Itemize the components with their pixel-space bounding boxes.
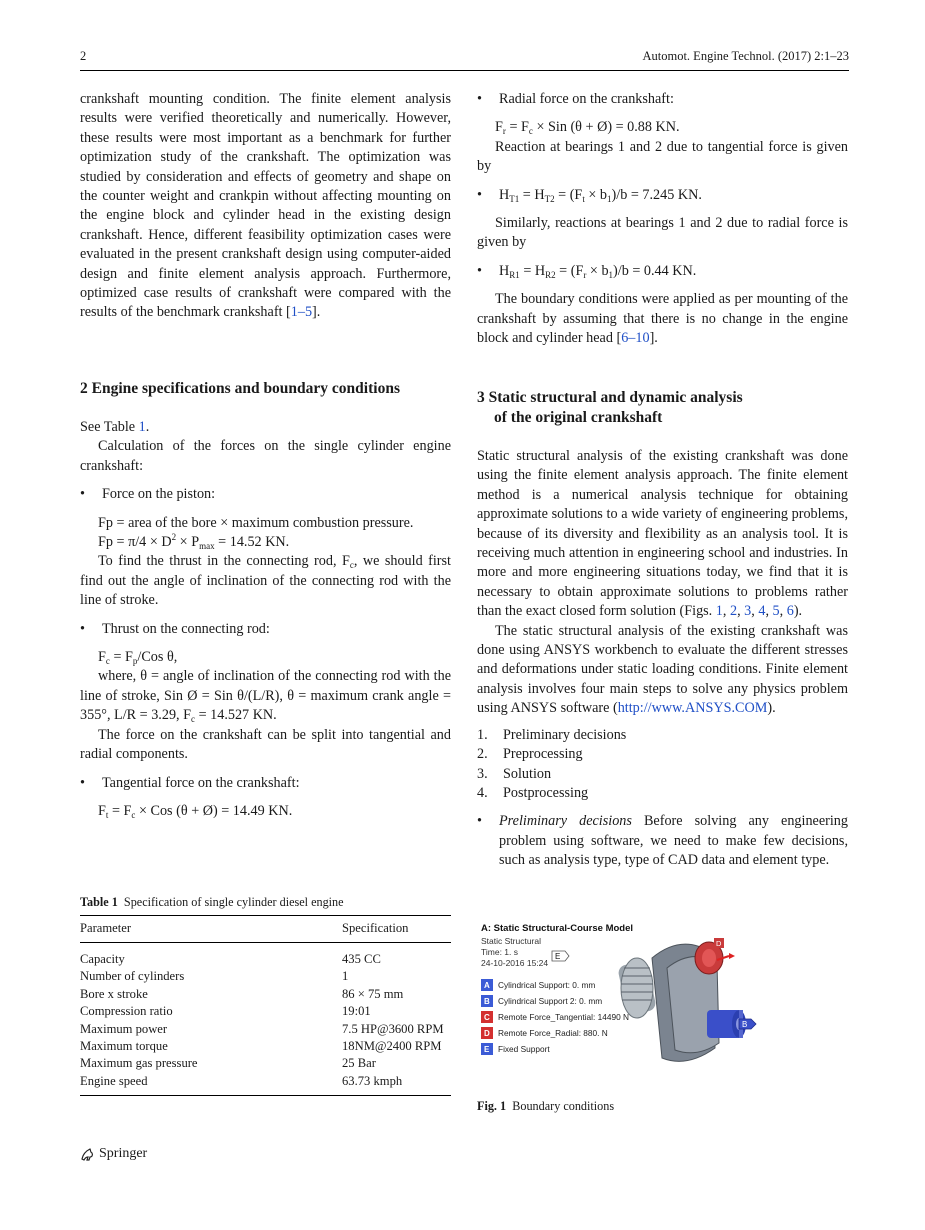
split-paragraph: The force on the crankshaft can be split into tangential and radial components. [80, 726, 451, 763]
calc-paragraph: Calculation of the forces on the single cylinder engine crankshaft: [80, 438, 451, 474]
step-number: 1. [477, 726, 488, 743]
figure-ref-link[interactable]: 6 [786, 603, 794, 620]
figure-legend [481, 979, 629, 1055]
step-label: Postprocessing [503, 784, 589, 801]
table-cell-specification: 435 CC [342, 952, 381, 966]
table-cell-parameter: Engine speed [80, 1073, 148, 1088]
table-cell-parameter: Capacity [80, 952, 125, 966]
table-row [80, 986, 451, 1003]
fp-equation-2: $Fp = \pi/4 \times D^2 \times P_{max} = 14.52$ KN. [98, 532, 290, 552]
bullet-tangential: • Tangential force on the crankshaft: [80, 774, 451, 793]
tag-e [552, 951, 569, 961]
figure-ref-link[interactable]: 3 [744, 603, 752, 620]
header-rule [80, 70, 849, 71]
fc-equation: $F_c = F_p/Cos$ θ, [98, 649, 178, 667]
table-row [80, 1038, 451, 1055]
crankshaft-image [617, 942, 746, 1061]
section-2-heading: 2 Engine specifications and boundary conditions [80, 380, 400, 397]
tag-b [739, 1019, 756, 1029]
reaction-tangential: Reaction at bearings 1 and 2 due to tangential force is given by [477, 138, 848, 175]
figure-date: 24-10-2016 15:24 [481, 958, 549, 968]
table-cell-specification: 19:01 [342, 1004, 371, 1019]
legend-label: Cylindrical Support: 0. mm [498, 980, 596, 990]
table-cell-parameter: Compression ratio [80, 1004, 173, 1019]
legend-item [481, 995, 602, 1007]
table-row [80, 1055, 451, 1072]
steps-list [477, 726, 848, 804]
bullet-radial: • Radial force on the crankshaft: [477, 90, 848, 109]
table-cell-specification: 63.73 kmph [342, 1073, 403, 1088]
step-item [477, 784, 848, 803]
step-number: 4. [477, 784, 488, 801]
legend-item [481, 1011, 629, 1023]
step-label: Preliminary decisions [503, 726, 627, 743]
hr-equation: • $H_{R1} = H_{R2} = (F_r \times b_1)/b = 0.44$ KN. [477, 262, 848, 281]
svg-text:B: B [742, 1020, 748, 1029]
svg-text:D: D [716, 939, 722, 948]
step-item [477, 745, 848, 764]
table-cell-specification: 1 [342, 969, 349, 984]
table-row [80, 1020, 451, 1037]
table-row [80, 968, 451, 985]
bullet-piston: • Force on the piston: [80, 485, 451, 504]
figure-boundary-conditions [477, 918, 748, 1086]
table-cell-parameter: Bore x stroke [80, 986, 148, 1001]
figure-ref-link[interactable]: 2 [729, 603, 738, 620]
tag-d [714, 938, 724, 948]
legend-item [481, 1027, 608, 1039]
table-row [80, 1003, 451, 1020]
step-item [477, 726, 848, 745]
section-3-heading-line1: 3 Static structural and dynamic analysis [477, 389, 743, 406]
table-cell-parameter: Maximum power [80, 1021, 168, 1036]
section-3-heading-line2: of the original crankshaft [494, 408, 663, 426]
figure-ref-link[interactable]: 1 [715, 603, 723, 620]
ft-equation: $F_t = F_c$ × Cos (θ + Ø) = 14.49 KN. [98, 802, 293, 820]
see-table: See Table 1. [80, 419, 150, 435]
publisher-name: Springer [99, 1146, 148, 1161]
figure-ref-link[interactable]: 4 [758, 603, 766, 620]
publisher-footer [80, 1146, 147, 1162]
table-header-parameter: Parameter [80, 921, 132, 935]
ht-equation: • $H_{T1} = H_{T2} = (F_t \times b_1)/b = 7.245$ KN. [477, 186, 848, 205]
table-caption: Table 1 Specification of single cylinder diesel engine [80, 895, 344, 909]
table-ref-link[interactable]: 1 [138, 419, 146, 435]
table-cell-specification: 25 Bar [342, 1056, 376, 1071]
bullet-preliminary: • Preliminary decisions Before solving any engineering problem using software, we need to make few decisions, such as analysis type, type of CAD data and element type. [477, 812, 848, 870]
step-number: 2. [477, 746, 488, 763]
section-2-body [80, 418, 451, 821]
where-paragraph: where, θ = angle of inclination of the connecting rod with the line of stroke, Sin Ø = Sin θ/(L/R), θ = maximum crank angle = 355°, L/R = 3.29, $F_c = 14.527$ KN. [80, 668, 451, 725]
step-item [477, 765, 848, 784]
journal-header: Automot. Engine Technol. (2017) 2:1–23 [642, 49, 849, 63]
legend-label: Remote Force_Tangential: 14490 N [498, 1012, 629, 1022]
legend-key: B [484, 997, 490, 1006]
table-cell-parameter: Maximum torque [80, 1038, 168, 1053]
right-column-top [477, 90, 848, 348]
left-column [80, 90, 451, 323]
boundary-ref-link[interactable]: 6–10 [621, 330, 650, 347]
table-row [80, 1072, 451, 1095]
table-cell-parameter: Number of cylinders [80, 969, 185, 984]
figure-ref-link[interactable]: 5 [772, 603, 780, 620]
bullet-thrust: • Thrust on the connecting rod: [80, 620, 451, 639]
legend-item [481, 979, 595, 991]
intro-paragraph: crankshaft mounting condition. The finite element analysis results were verified theoretically and numerically. However, these results were most important as a benchmark for further optimization study of the crankshaft. The optimization was studied by consideration and effects of geometry and shape on the counter weight and crankpin without affecting mounting on the engine block and cylinder head in the existing design crankshaft. Hence, different feasibility optimization cases were evaluated in the present crankshaft design using computer-aided design and finite element analysis approach. Furthermore, optimized case results of crankshaft were compared with the results of the benchmark crankshaft [1–5]. [80, 91, 451, 321]
svg-text:E: E [555, 952, 561, 961]
figure-caption: Fig. 1 Boundary conditions [477, 1099, 615, 1113]
table-cell-specification: 18NM@2400 RPM [342, 1038, 442, 1053]
fp-equation-1: Fp = area of the bore × maximum combustion pressure. [98, 514, 414, 531]
thrust-paragraph: To find the thrust in the connecting rod, $F_c$, we should first find out the angle of inclination of the connecting rod with the line of stroke. [80, 553, 451, 609]
legend-key: C [484, 1013, 490, 1022]
right-column-body [477, 447, 848, 871]
legend-label: Remote Force_Radial: 880. N [498, 1028, 608, 1038]
ansys-link[interactable]: http://www.ANSYS.COM [617, 700, 768, 717]
legend-key: E [484, 1045, 490, 1054]
step-number: 3. [477, 765, 488, 782]
similarly-paragraph: Similarly, reactions at bearings 1 and 2 due to radial force is given by [477, 215, 848, 251]
legend-label: Cylindrical Support 2: 0. mm [498, 996, 603, 1006]
table-header-specification: Specification [342, 921, 409, 935]
page-number: 2 [80, 49, 87, 63]
legend-key: D [484, 1029, 490, 1038]
springer-horse-icon [80, 1146, 96, 1162]
table-cell-specification: 86 × 75 mm [342, 986, 404, 1001]
boundary-paragraph: The boundary conditions were applied as per mounting of the crankshaft by assuming that there is no change in the engine block and cylinder head [6–10]. [477, 291, 848, 347]
table-cell-specification: 7.5 HP@3600 RPM [342, 1021, 444, 1036]
step-label: Solution [503, 765, 552, 782]
ref-link[interactable]: 1–5 [290, 304, 313, 321]
static-paragraph: Static structural analysis of the existing crankshaft was done using the finite element analysis approach. The finite element method is a numerical analysis technique for obtaining approximate solutions to a wide variety of engineering problems, because of its diversity and flexibility as an analysis tool. It is receiving much attention in engineering school and industries. In more and more engineering situations today, we find that it is necessary to obtain approximate solutions to problems rather than the exact closed form solution (Figs. 1, 2, 3, 4, 5, 6). [477, 448, 848, 620]
legend-item [481, 1043, 550, 1055]
ansys-paragraph: The static structural analysis of the existing crankshaft was done using ANSYS workbench to evaluate the different stresses and deformations under static loading conditions. Finite element analysis involves four main steps to solve any physics problem using ANSYS software (http://www.ANSYS.COM). [477, 622, 848, 717]
figure-title: A: Static Structural-Course Model [481, 923, 634, 934]
fr-equation: $F_r = F_c$ × Sin (θ + Ø) = 0.88 KN. [495, 119, 680, 137]
figure-subtitle: Static Structural [481, 936, 541, 946]
table-cell-parameter: Maximum gas pressure [80, 1056, 198, 1071]
spec-table [80, 915, 451, 1096]
table-row [80, 943, 451, 969]
figure-time: Time: 1. s [481, 947, 518, 957]
step-label: Preprocessing [503, 746, 583, 763]
legend-label: Fixed Support [498, 1044, 550, 1054]
legend-key: A [484, 981, 490, 990]
